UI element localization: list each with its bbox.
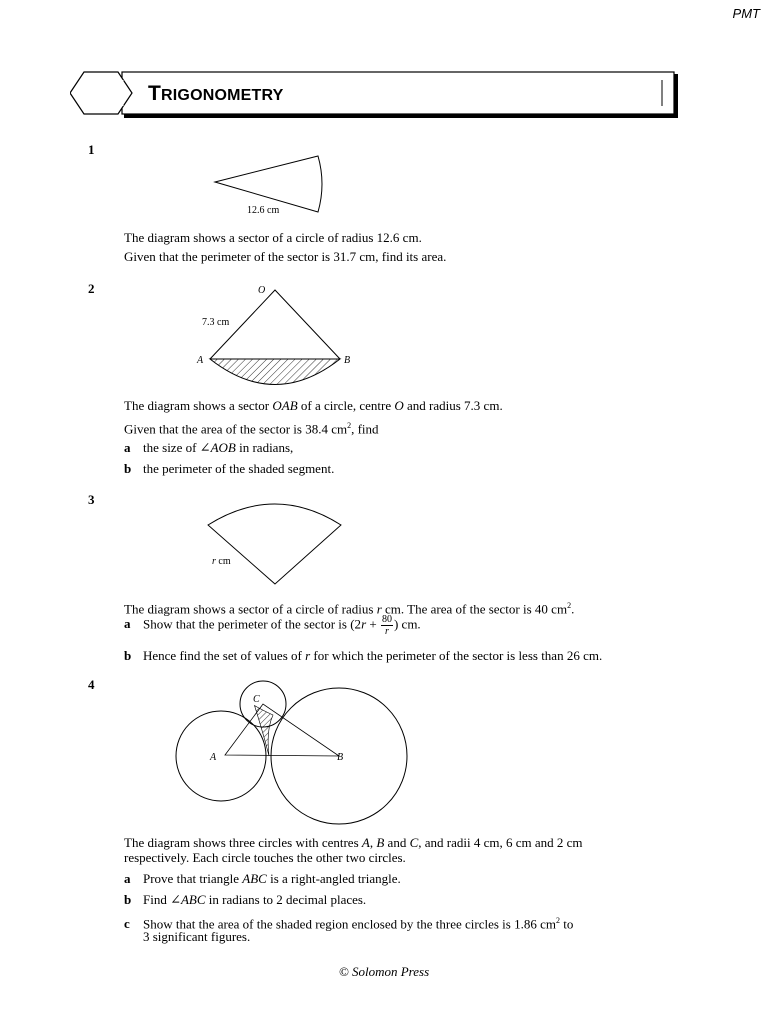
label-o: O: [258, 285, 266, 296]
question-4-part-b: b Find ∠ABC in radians to 2 decimal places.: [124, 892, 367, 907]
label-c: C: [253, 694, 260, 705]
question-4-part-c-line-2: 3 significant figures.: [143, 929, 251, 944]
fraction-80-over-r: $\frac{80}{r}$: [381, 614, 392, 637]
question-number-2: 2: [88, 281, 95, 296]
radius-label-1: 12.6 cm: [247, 205, 280, 216]
label-b: B: [337, 752, 344, 763]
pmt-mark: PMT: [732, 6, 760, 21]
question-3-line-1: The diagram shows a sector of a circle of radius r cm. The area of the sector is 40 $cm^2$.: [124, 601, 575, 617]
page-title: TRIGONOMETRY: [148, 82, 284, 105]
sector-diagram-3: [200, 495, 350, 590]
question-number-4: 4: [88, 677, 95, 692]
label-a: A: [197, 355, 204, 366]
sector-diagram-1: [205, 150, 335, 220]
question-4-line-1: The diagram shows three circles with centres A, B and C, and radii 4 cm, 6 cm and 2 cm: [124, 835, 583, 850]
label-a: A: [210, 752, 217, 763]
question-number-3: 3: [88, 492, 95, 507]
question-2-part-a: a the size of ∠AOB in radians,: [124, 440, 294, 455]
question-4-line-2: respectively. Each circle touches the other two circles.: [124, 850, 406, 865]
radius-label-2: 7.3 cm: [202, 317, 230, 328]
question-1-line-1: The diagram shows a sector of a circle of radius 12.6 cm.: [124, 230, 422, 245]
question-1-line-2: Given that the perimeter of the sector is 31.7 cm, find its area.: [124, 249, 447, 264]
question-number-1: 1: [88, 142, 95, 157]
question-3-part-b: b Hence find the set of values of r for which the perimeter of the sector is less than 26 cm.: [124, 648, 603, 663]
footer-copyright: © Solomon Press: [338, 964, 430, 979]
question-2-line-2: Given that the area of the sector is 38.4 $cm^2$, find: [124, 421, 379, 437]
radius-label-3: r cm: [212, 556, 231, 567]
circles-diagram-4: [170, 678, 415, 838]
question-2-part-b: b the perimeter of the shaded segment.: [124, 461, 335, 476]
question-3-part-a: a Show that the perimeter of the sector is (2r + $\frac{80}{r}$ ) cm.: [124, 614, 421, 637]
question-4-part-c: c Show that the area of the shaded region enclosed by the three circles is 1.86 $cm^2$ to: [124, 916, 574, 932]
label-b: B: [344, 355, 351, 366]
question-2-line-1: The diagram shows a sector OAB of a circle, centre O and radius 7.3 cm.: [124, 398, 503, 413]
sector-diagram-2: [190, 280, 370, 390]
question-4-part-a: a Prove that triangle ABC is a right-angled triangle.: [124, 871, 401, 886]
